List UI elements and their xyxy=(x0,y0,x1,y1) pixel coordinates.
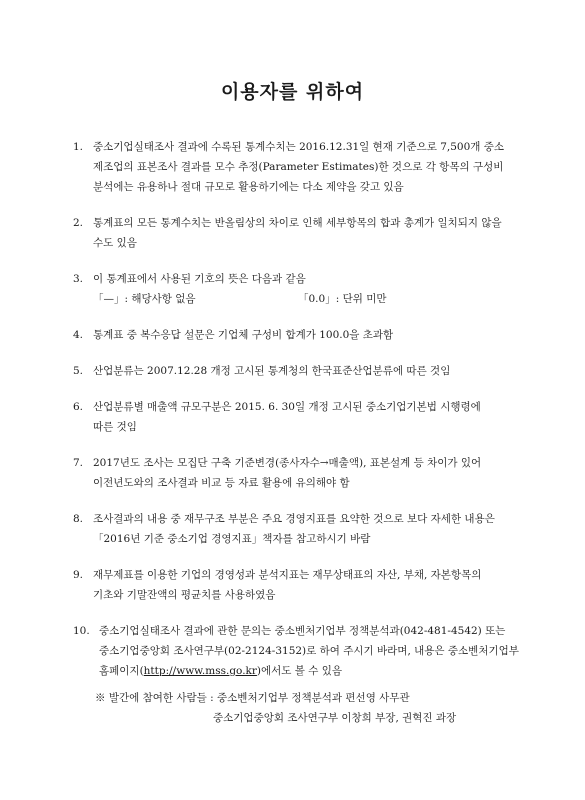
symbol-dash: 「—」: 해당사항 없음 xyxy=(93,293,196,305)
notes-list xyxy=(73,137,525,697)
item-text: 중소기업실태조사 결과에 관한 문의는 중소벤처기업부 정책분석과(042-481-4542) 또는 xyxy=(99,625,506,637)
item-text: 기초와 기말잔액의 평균치를 사용하였음 xyxy=(93,589,276,601)
list-item xyxy=(73,137,525,197)
url-prefix: 홈페이지( xyxy=(99,665,144,677)
item-number: 5. xyxy=(73,365,84,377)
item-text xyxy=(99,661,525,681)
item-text: 수도 있음 xyxy=(93,237,137,249)
item-number: 8. xyxy=(73,513,84,525)
item-text: 산업분류는 2007.12.28 개정 고시된 통계청의 한국표준산업분류에 따른 것임 xyxy=(93,365,451,377)
contributors-note xyxy=(95,688,456,728)
list-item xyxy=(73,325,525,345)
item-number: 4. xyxy=(73,329,84,341)
item-number: 10. xyxy=(73,625,90,637)
url-suffix: )에서도 볼 수 있음 xyxy=(256,665,343,677)
list-item xyxy=(73,509,525,549)
list-item xyxy=(73,453,525,493)
item-text: 이전년도와의 조사결과 비교 등 자료 활용에 유의해야 함 xyxy=(93,477,350,489)
page-title: 이용자를 위하여 xyxy=(220,81,365,103)
item-text: 재무제표를 이용한 기업의 경영성과 분석지표는 재무상태표의 자산, 부채, 자본항목의 xyxy=(93,569,482,581)
note-line-2: 중소기업중앙회 조사연구부 이창희 부장, 권혁진 과장 xyxy=(213,712,457,724)
item-text: 이 통계표에서 사용된 기호의 뜻은 다음과 같음 xyxy=(93,273,306,285)
list-item xyxy=(73,621,525,681)
item-text: 중소기업실태조사 결과에 수록된 통계수치는 2016.12.31일 현재 기준으로 7,500개 중소 xyxy=(93,141,505,153)
list-item xyxy=(73,397,525,437)
item-text: 2017년도 조사는 모집단 구축 기준변경(종사자수→매출액), 표본설계 등 차이가 있어 xyxy=(93,457,482,469)
item-text: 「2016년 기준 중소기업 경영지표」책자를 참고하시기 바람 xyxy=(93,533,371,545)
item-number: 6. xyxy=(73,401,84,413)
list-item xyxy=(73,361,525,381)
item-number: 1. xyxy=(73,141,84,153)
item-text: 중소기업중앙회 조사연구부(02-2124-3152)로 하여 주시기 바라며, 내용은 중소벤처기업부 xyxy=(99,645,519,657)
item-number: 3. xyxy=(73,273,84,285)
symbol-zero: 「0.0」: 단위 미만 xyxy=(298,293,387,305)
item-text: 따른 것임 xyxy=(93,421,137,433)
item-text: 통계표의 모든 통계수치는 반올림상의 차이로 인해 세부항목의 합과 총계가 일치되지 않을 xyxy=(93,217,502,229)
list-item xyxy=(73,565,525,605)
item-text: 통계표 중 복수응답 설문은 기업체 구성비 합계가 100.0을 초과함 xyxy=(93,329,394,341)
item-number: 7. xyxy=(73,457,84,469)
list-item xyxy=(73,269,525,309)
item-text: 제조업의 표본조사 결과를 모수 추정(Parameter Estimates)한 것으로 각 항목의 구성비 xyxy=(93,161,504,173)
item-text: 산업분류별 매출액 규모구분은 2015. 6. 30일 개정 고시된 중소기업기본법 시행령에 xyxy=(93,401,481,413)
symbol-legend xyxy=(93,289,525,309)
note-line-1: ※ 발간에 참여한 사람들 : 중소벤처기업부 정책분석과 편선영 사무관 xyxy=(95,692,410,704)
homepage-link[interactable]: http://www.mss.go.kr xyxy=(143,665,257,677)
item-number: 2. xyxy=(73,217,84,229)
list-item xyxy=(73,213,525,253)
item-text: 분석에는 유용하나 절대 규모로 활용하기에는 다소 제약을 갖고 있음 xyxy=(93,181,404,193)
item-text: 조사결과의 내용 중 재무구조 부분은 주요 경영지표를 요약한 것으로 보다 자세한 내용은 xyxy=(93,513,495,525)
item-number: 9. xyxy=(73,569,84,581)
